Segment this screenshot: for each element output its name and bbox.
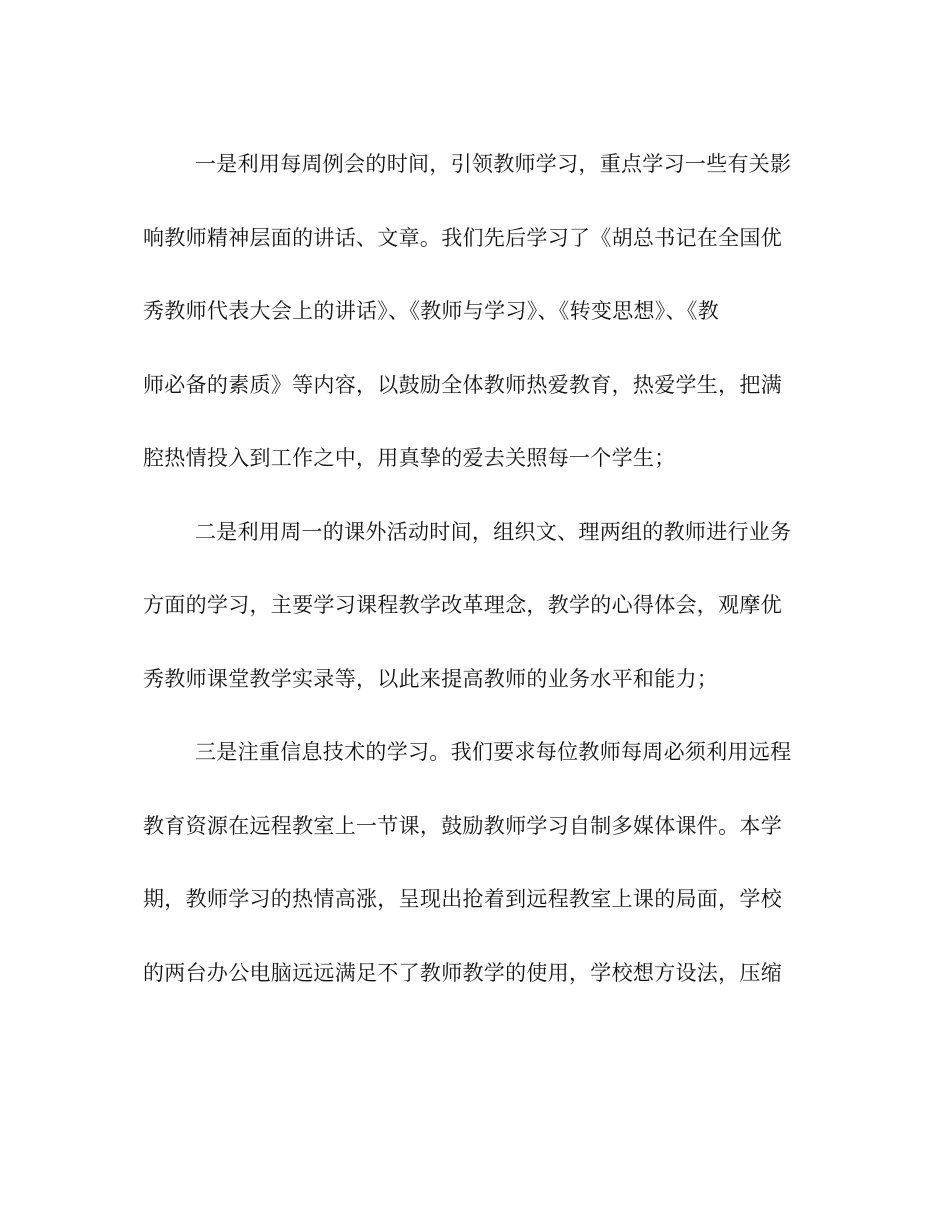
paragraph-3 bbox=[143, 716, 808, 1010]
paragraph-2 bbox=[143, 496, 808, 717]
paragraph-1-line-1: 一是利用每周例会的时间，引领教师学习，重点学习一些有关影 bbox=[195, 152, 792, 176]
document-body bbox=[143, 128, 808, 1010]
paragraph-1-line-5: 腔热情投入到工作之中，用真挚的爱去关照每一个学生； bbox=[143, 446, 676, 470]
paragraph-1-line-4: 师必备的素质》等内容，以鼓励全体教师热爱教育，热爱学生，把满 bbox=[143, 372, 782, 397]
paragraph-2-line-2: 方面的学习，主要学习课程教学改革理念，教学的心得体会，观摩优 bbox=[143, 593, 782, 617]
paragraph-1-line-2: 响教师精神层面的讲话、文章。我们先后学习了《胡总书记在全国优 bbox=[143, 225, 782, 250]
paragraph-1 bbox=[143, 128, 808, 496]
paragraph-3-line-2: 教育资源在远程教室上一节课，鼓励教师学习自制多媒体课件。本学 bbox=[143, 813, 782, 838]
paragraph-1-line-3: 秀教师代表大会上的讲话》、《教师与学习》、《转变思想》、《教 bbox=[143, 299, 719, 323]
paragraph-3-line-4: 的两台办公电脑远远满足不了教师教学的使用，学校想方设法，压缩 bbox=[143, 960, 782, 985]
paragraph-2-line-3: 秀教师课堂教学实录等，以此来提高教师的业务水平和能力； bbox=[143, 666, 719, 691]
paragraph-2-line-1: 二是利用周一的课外活动时间，组织文、理两组的教师进行业务 bbox=[195, 519, 792, 544]
paragraph-3-line-1: 三是注重信息技术的学习。我们要求每位教师每周必须利用远程 bbox=[195, 740, 792, 764]
paragraph-3-line-3: 期，教师学习的热情高涨，呈现出抢着到远程教室上课的局面，学校 bbox=[143, 887, 782, 911]
